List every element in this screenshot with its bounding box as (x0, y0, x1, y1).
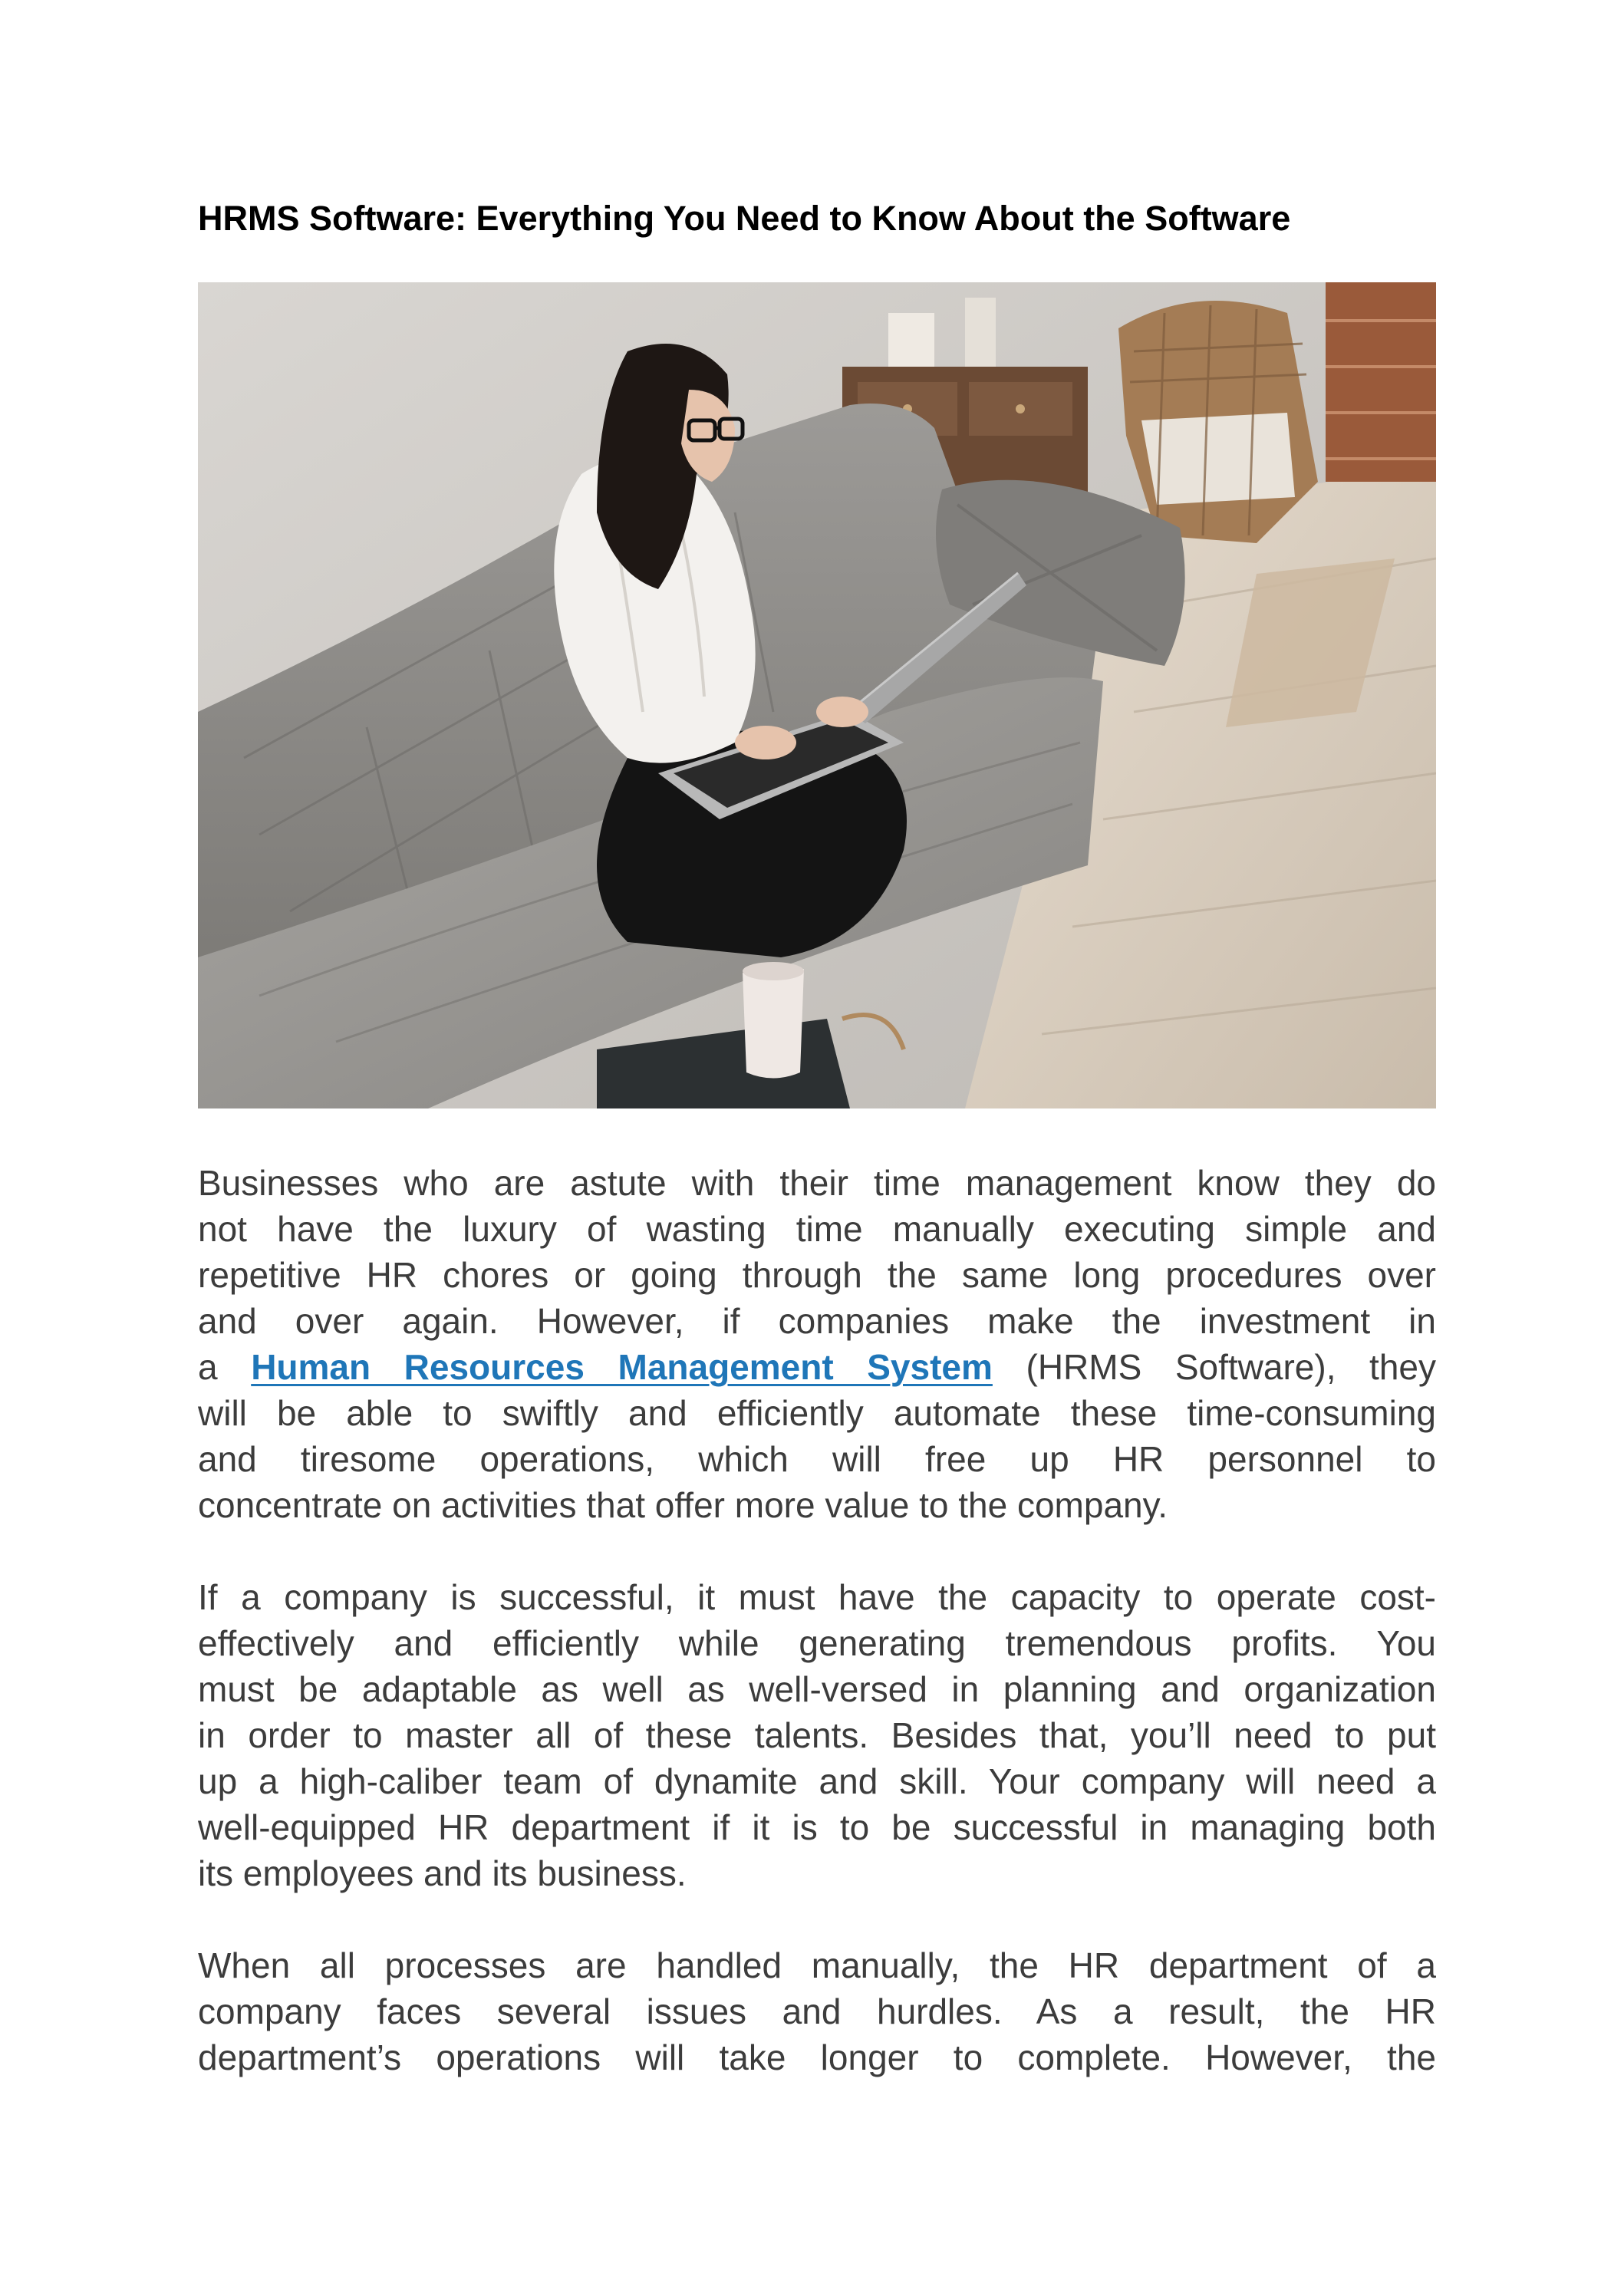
paragraph-2-line: in order to master all of these talents. Besides that, you’ll need to put (198, 1715, 1436, 1755)
paragraph-2-line: If a company is successful, it must have the capacity to operate cost- (198, 1577, 1436, 1617)
paragraph-3-line: company faces several issues and hurdles. As a result, the HR (198, 1991, 1436, 2031)
paragraph-1-line: and tiresome operations, which will free up HR personnel to (198, 1439, 1436, 1479)
paragraph-3-line: department’s operations will take longer to complete. However, the (198, 2037, 1436, 2077)
paragraph-1-line: not have the luxury of wasting time manually executing simple and (198, 1209, 1436, 1249)
link-suffix: (HRMS Software), they (1026, 1347, 1437, 1387)
paragraph-1-line: concentrate on activities that offer more value to the company. (198, 1485, 1168, 1525)
paragraph-2-line: its employees and its business. (198, 1853, 687, 1893)
hrms-link[interactable]: Human Resources Management System (251, 1347, 993, 1387)
paragraph-1-line: Businesses who are astute with their time management know they do (198, 1163, 1436, 1203)
paragraph-1-line: and over again. However, if companies make the investment in (198, 1301, 1436, 1341)
paragraph-2 (198, 1574, 1436, 1896)
paragraph-1-line: will be able to swiftly and efficiently automate these time-consuming (198, 1393, 1436, 1433)
paragraph-3-line: When all processes are handled manually, the HR department of a (198, 1945, 1436, 1985)
paragraph-1-link-line (198, 1344, 1436, 1390)
paragraph-1 (198, 1160, 1436, 1528)
hero-photo (198, 282, 1436, 1108)
page-title: HRMS Software: Everything You Need to Know About the Software (198, 199, 1291, 238)
paragraph-2-line: up a high-caliber team of dynamite and skill. Your company will need a (198, 1761, 1436, 1801)
paragraph-1-line: repetitive HR chores or going through the same long procedures over (198, 1255, 1436, 1295)
paragraph-2-line: effectively and efficiently while generating tremendous profits. You (198, 1623, 1436, 1663)
paragraph-3 (198, 1942, 1436, 2080)
woman-on-sofa-with-laptop-image (198, 282, 1436, 1108)
paragraph-2-line: well-equipped HR department if it is to be successful in managing both (198, 1807, 1436, 1847)
link-prefix: a (198, 1347, 218, 1387)
paragraph-2-line: must be adaptable as well as well-versed in planning and organization (198, 1669, 1436, 1709)
